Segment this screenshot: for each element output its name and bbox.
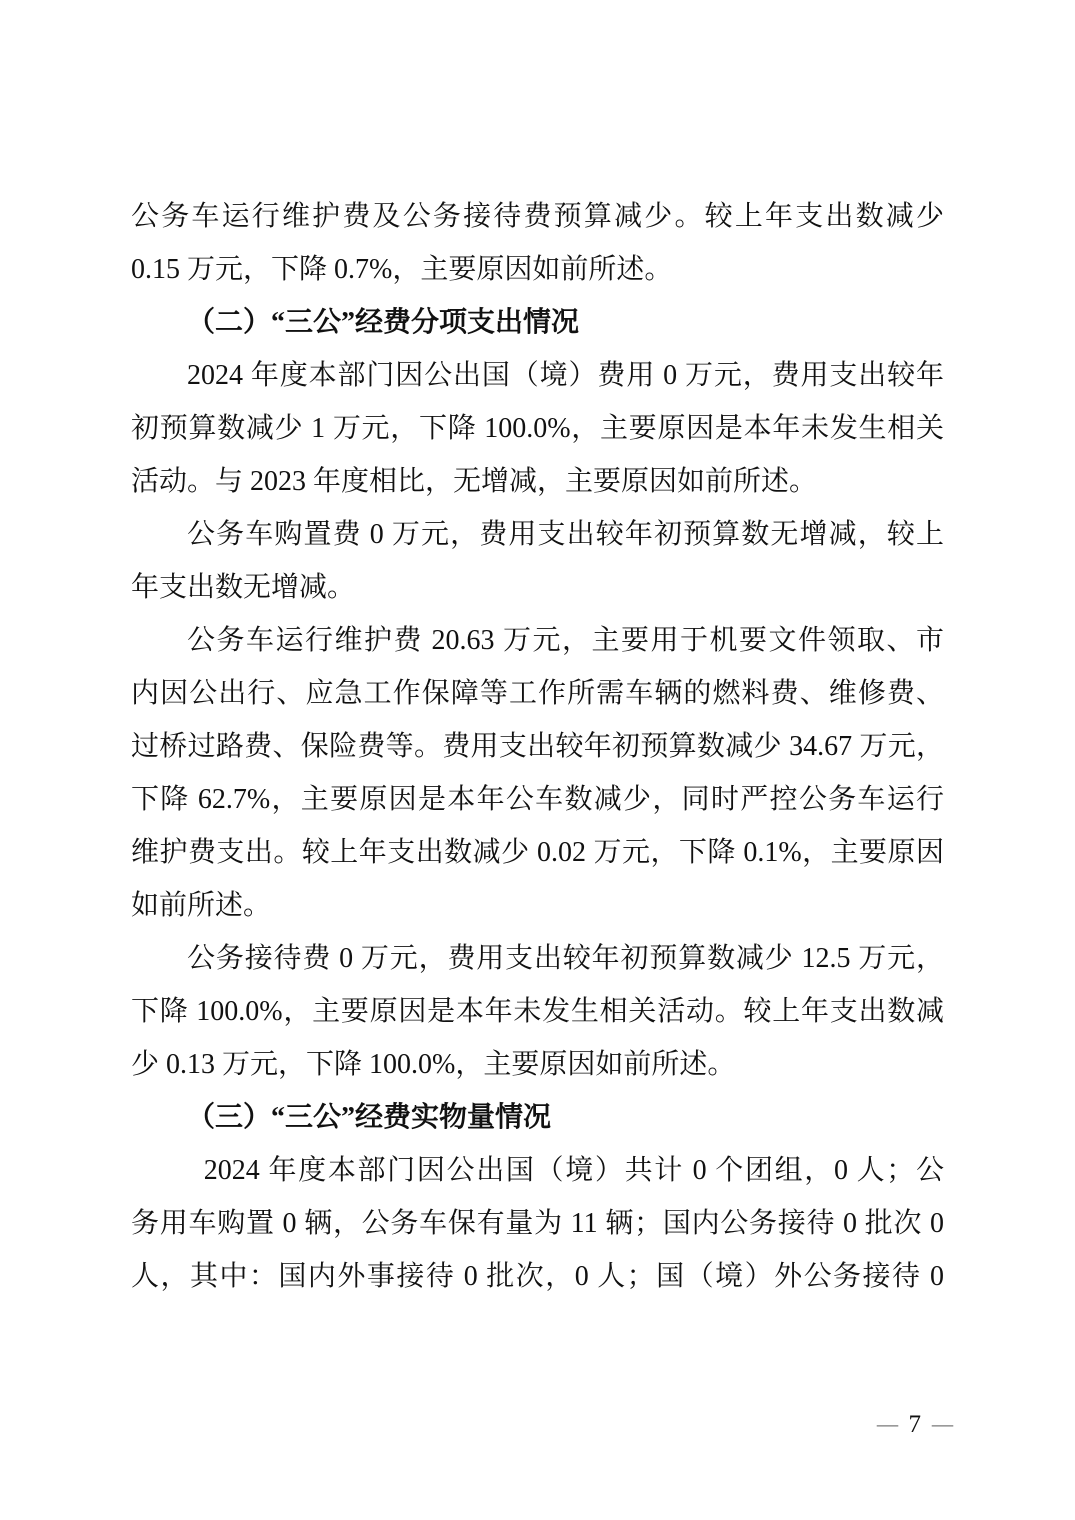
text-line: 公务接待费 0 万元，费用支出较年初预算数减少 12.5 万元，: [187, 943, 944, 974]
section-heading: [131, 1091, 944, 1144]
text-line: （三）“三公”经费实物量情况: [187, 1102, 552, 1133]
paragraph: [131, 932, 944, 1091]
text-line: 下降 100.0%，主要原因是本年未发生相关活动。较上年支出数减: [131, 996, 944, 1027]
text-line: 2024 年度本部门因公出国（境）费用 0 万元，费用支出较年: [187, 360, 944, 391]
text-line: 如前所述。: [131, 890, 272, 921]
paragraph: [131, 614, 944, 932]
paragraph: [131, 508, 944, 614]
footer-dash-left: —: [876, 1411, 898, 1438]
text-line: 公务车运行维护费 20.63 万元，主要用于机要文件领取、市: [187, 625, 944, 656]
text-line: 0.15 万元，下降 0.7%，主要原因如前所述。: [131, 254, 673, 285]
text-line: 公务车购置费 0 万元，费用支出较年初预算数无增减，较上: [187, 519, 944, 550]
paragraph: [131, 190, 944, 296]
text-line: 少 0.13 万元，下降 100.0%，主要原因如前所述。: [131, 1049, 736, 1080]
text-line: 人，其中：国内外事接待 0 批次，0 人；国（境）外公务接待 0: [131, 1261, 944, 1292]
page-number: 7: [908, 1411, 921, 1438]
text-line: 务用车购置 0 辆，公务车保有量为 11 辆；国内公务接待 0 批次 0: [131, 1208, 944, 1239]
text-line: 活动。与 2023 年度相比，无增减，主要原因如前所述。: [131, 466, 818, 497]
section-heading: [131, 296, 944, 349]
text-line: 过桥过路费、保险费等。费用支出较年初预算数减少 34.67 万元，: [131, 731, 944, 762]
text-line: （二）“三公”经费分项支出情况: [187, 307, 580, 338]
text-line: 年支出数无增减。: [131, 572, 356, 603]
text-line: 维护费支出。较上年支出数减少 0.02 万元，下降 0.1%，主要原因: [131, 837, 944, 868]
document-body: [131, 190, 944, 1303]
text-line: 初预算数减少 1 万元，下降 100.0%，主要原因是本年未发生相关: [131, 413, 944, 444]
text-line: 下降 62.7%，主要原因是本年公车数减少，同时严控公务车运行: [131, 784, 944, 815]
text-line: 2024 年度本部门因公出国（境）共计 0 个团组，0 人；公: [203, 1155, 944, 1186]
paragraph: [131, 349, 944, 508]
text-line: 内因公出行、应急工作保障等工作所需车辆的燃料费、维修费、: [131, 678, 944, 709]
page-footer: [875, 1410, 956, 1440]
text-line: 公务车运行维护费及公务接待费预算减少。较上年支出数减少: [131, 201, 944, 232]
paragraph: [131, 1144, 944, 1303]
footer-dash-right: —: [931, 1411, 954, 1438]
